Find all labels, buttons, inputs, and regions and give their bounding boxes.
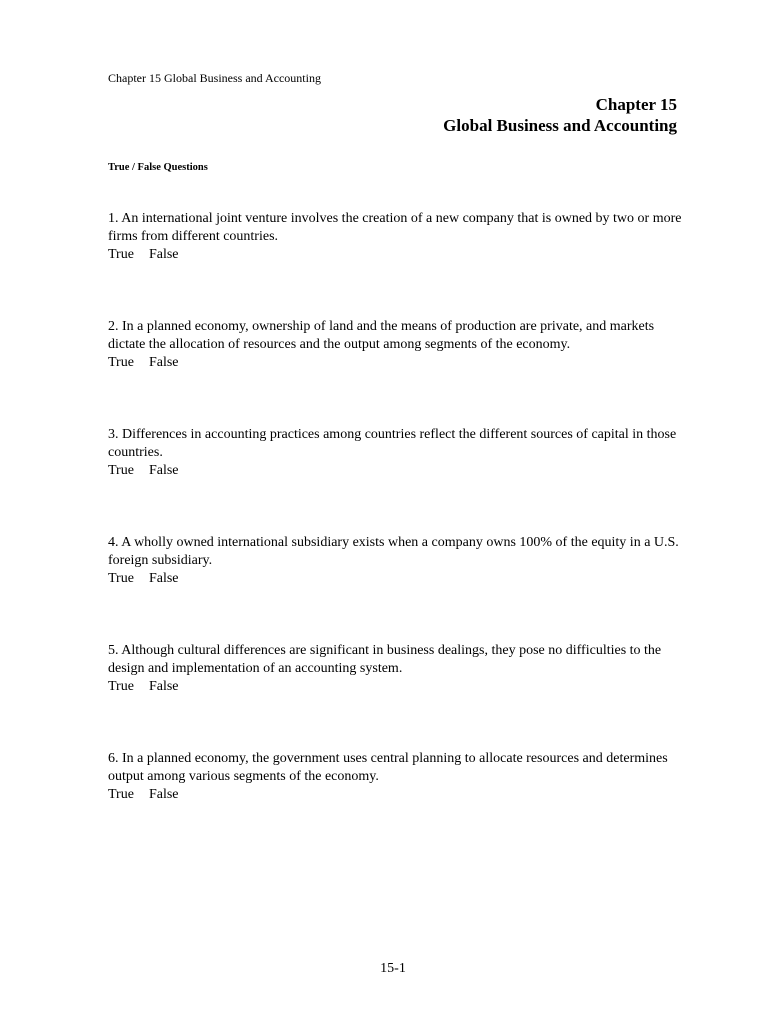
answer-options [108,354,686,372]
question-6 [108,750,686,804]
option-false: False [148,247,179,262]
option-true: True [108,787,134,802]
option-true: True [108,679,134,694]
question-text: 2. In a planned economy, ownership of land and the means of production are private, and markets dictate the allocation of resources and the output among segments of the economy. [108,319,655,352]
question-text: 3. Differences in accounting practices among countries reflect the different sources of capital in those countries. [108,427,677,460]
option-true: True [108,463,134,478]
chapter-number: Chapter 15 [595,95,677,114]
answer-options [108,570,686,588]
question-3 [108,426,686,480]
question-2 [108,318,686,372]
question-4 [108,534,686,588]
section-heading: True / False Questions [108,162,208,173]
running-header: Chapter 15 Global Business and Accounting [108,71,321,85]
option-false: False [148,571,179,586]
question-text: 1. An international joint venture involves the creation of a new company that is owned by two or more firms from different countries. [108,211,682,244]
answer-options [108,786,686,804]
answer-options [108,246,686,264]
question-text: 4. A wholly owned international subsidiary exists when a company owns 100% of the equity in a U.S. foreign subsidiary. [108,535,679,568]
chapter-name: Global Business and Accounting [443,116,677,135]
answer-options [108,678,686,696]
answer-options [108,462,686,480]
page-number: 15-1 [380,961,406,976]
option-true: True [108,355,134,370]
option-true: True [108,247,134,262]
question-5 [108,642,686,696]
chapter-title-block [443,94,677,136]
question-text: 6. In a planned economy, the government uses central planning to allocate resources and determines output among various segments of the economy. [108,751,668,784]
question-1 [108,210,686,264]
option-false: False [148,355,179,370]
option-false: False [148,679,179,694]
option-true: True [108,571,134,586]
option-false: False [148,787,179,802]
option-false: False [148,463,179,478]
question-text: 5. Although cultural differences are significant in business dealings, they pose no difficulties to the design and implementation of an accounting system. [108,643,662,676]
